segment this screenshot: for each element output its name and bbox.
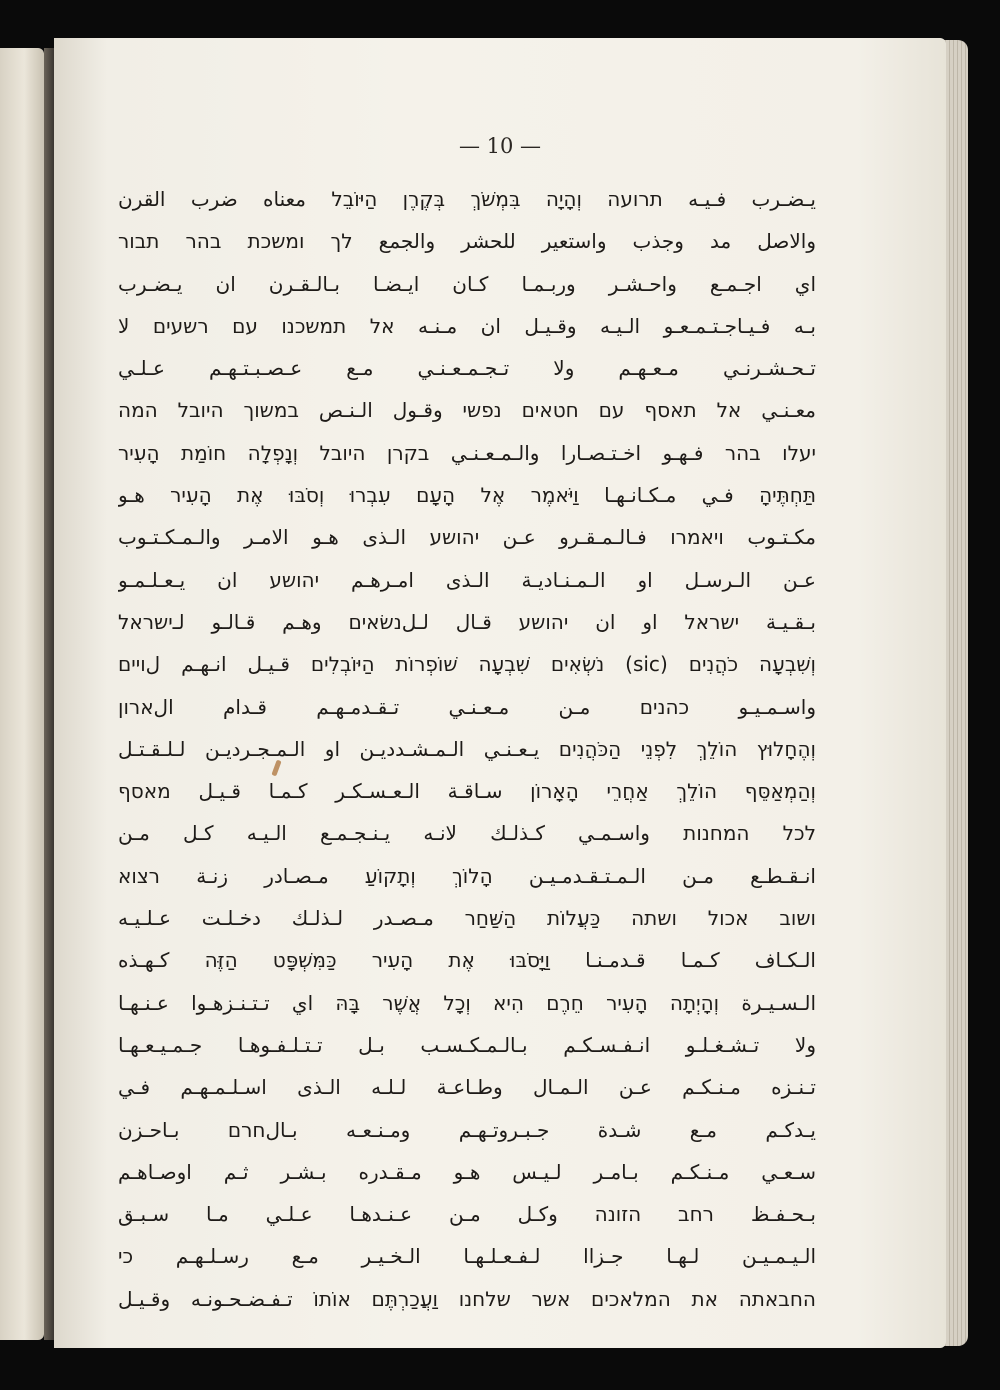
text-line: לכל המחנות واسـمـي كـذلـك لانـه يـنـجـمـع الـيـه كـل مـن	[118, 821, 816, 846]
text-line: معـنـي אל תאסף עם חטאים נפשי وقـول الـنـص במשוך היובל המה	[118, 398, 816, 423]
book-gutter	[44, 48, 54, 1340]
text-line: يـدكـم مـع شـدة جـبـروتـهـم ومـنـعـه بـالחרם بـاحـزن	[118, 1117, 816, 1142]
text-line: الـسـيـرة וְהָיְתָה הָעִיר חֵרֶם הִיא וְכָל אֲשֶׁר בָּהּ اي تـتـنـزهـوا عـنـهـا	[118, 990, 816, 1015]
text-line: וְהֶחָלוּץ הוֹלֵךְ לִפְנֵי הַכֹּהֲנִים يـعـنـي الـمـشـدديـن او الـمـجـرديـن لـلـقـتـل	[118, 736, 816, 761]
text-line: واسـمـيـو כהנים مـن مـعـنـي تـقـدمـهـم قـدام الארון	[118, 694, 816, 719]
book-page	[54, 38, 946, 1348]
text-line: יעלו בהר فـهـو اخـتـصـارا والـمـعـنـي בקרן היובל וְנָפְלָה חוֹמַת הָעִיר	[118, 440, 816, 465]
text-line: يـضـرب فـيـه תרועה וְהָיָה בִּמְשֹׁךְ בְּקֶרֶן הַיּוֹבֵל معناه ضرب القرن	[118, 187, 816, 211]
text-line: سـعـي مـنـكـم بـامـر لـيـس هـو مـقـدره بـشـر ثـم اوصـاهـم	[118, 1159, 816, 1184]
text-block	[118, 178, 816, 1320]
text-line: الـكـاف كـمـا قـدمـنـا וַיָּסֹבּוּ אֶת הָעִיר כַּמִּשְׁפָּט הַזֶּה كـهـذه	[118, 948, 816, 973]
text-line: مكـتـوب ויאמרו فـالـمـقـرو عـن יהושע الـذى هـو الامـر والـمـكـتـوب	[118, 525, 816, 550]
text-line: بـقـيـة ישראל او ان יהושע قـال لـلנשׂאים وهـم قـالـو لـישראל	[118, 609, 816, 634]
text-line: וְשִׁבְעָה כֹהֲנִים (sic) נֹשְׂאִים שִׁבְעָה שׁוֹפְרוֹת הַיּוֹבְלִים قـيـل انـهـم لויים	[118, 652, 816, 677]
text-line: תַּחְתֶּיהָ فـي مـكـانـهـا וַיֹּאמֶר אֶל הָעָם עִבְרוּ וְסֹבּוּ אֶת הָעִיר هـو	[118, 483, 816, 508]
text-line: انـقـطـع مـن الـمـتـقـدمـيـن הָלוֹךְ וְתָקוֹעַ مـصـادر زنـة רצוא	[118, 863, 816, 888]
text-line: ولا تـشـغـلـو انـفـسـكـم بـالـمـكـسـب بـل تـتـلـفـوهـا جـمـيـعـهـا	[118, 1032, 816, 1057]
text-line: عـن الـرسـل او الـمـنـاديـة الـذى امـرهـم יהושע ان يـعـلـمـو	[118, 567, 816, 592]
text-line: تـنـزه مـنـكـم عـن الـمـال وطـاعـة لـلـه الـذى اسـلـمـهـم فـي	[118, 1075, 816, 1100]
text-line: וְהַמְאַסֵּף הוֹלֵךְ אַחֲרֵי הָאָרוֹן سـاقـة الـعـسـكـر كـمـا قـيـل מאסף	[118, 779, 816, 804]
text-line: اي اجـمـع واحـشـر وربـمـا كـان ايـضـا بـالـقـرن ان يـضـرب	[118, 271, 816, 296]
text-line: والاصل مد وجذب واستعير للحشر والجمع לך ומשכת בהר תבור	[118, 229, 816, 254]
text-line: بـحـفـظ רחב הזונה وكـل مـن عـنـدهـا عـلـي مـا سـبـق	[118, 1202, 816, 1227]
left-page-edge	[0, 48, 44, 1340]
text-line: تـحـشـرنـي مـعـهـم ولا تـجـمـعـنـي مـع عـصـبـتـهـم عـلـي	[118, 356, 816, 381]
text-line: الـيـمـيـن لـهـا جـزاا لـفـعـلـهـا الـخـيـر مـع رسـلـهـم כי	[118, 1244, 816, 1269]
text-line: ושוב אכול ושתה כַּעֲלוֹת הַשַּׁחַר مـصـدر لـذلـك دخـلـت عـلـيـه	[118, 906, 816, 931]
text-line: بـه فـيـاجـتـمـعـو الـيـه وقـيـل ان مـنـه אל תמשכנו עם רשעים لا	[118, 313, 816, 338]
text-line: החבאתה את המלאכים אשר שלחנו וַעֲכַרְתֶּם אוֹתוֹ تـفـضـحـونـه وقـيـل	[118, 1286, 816, 1311]
page-number: — 10 —	[458, 134, 542, 158]
